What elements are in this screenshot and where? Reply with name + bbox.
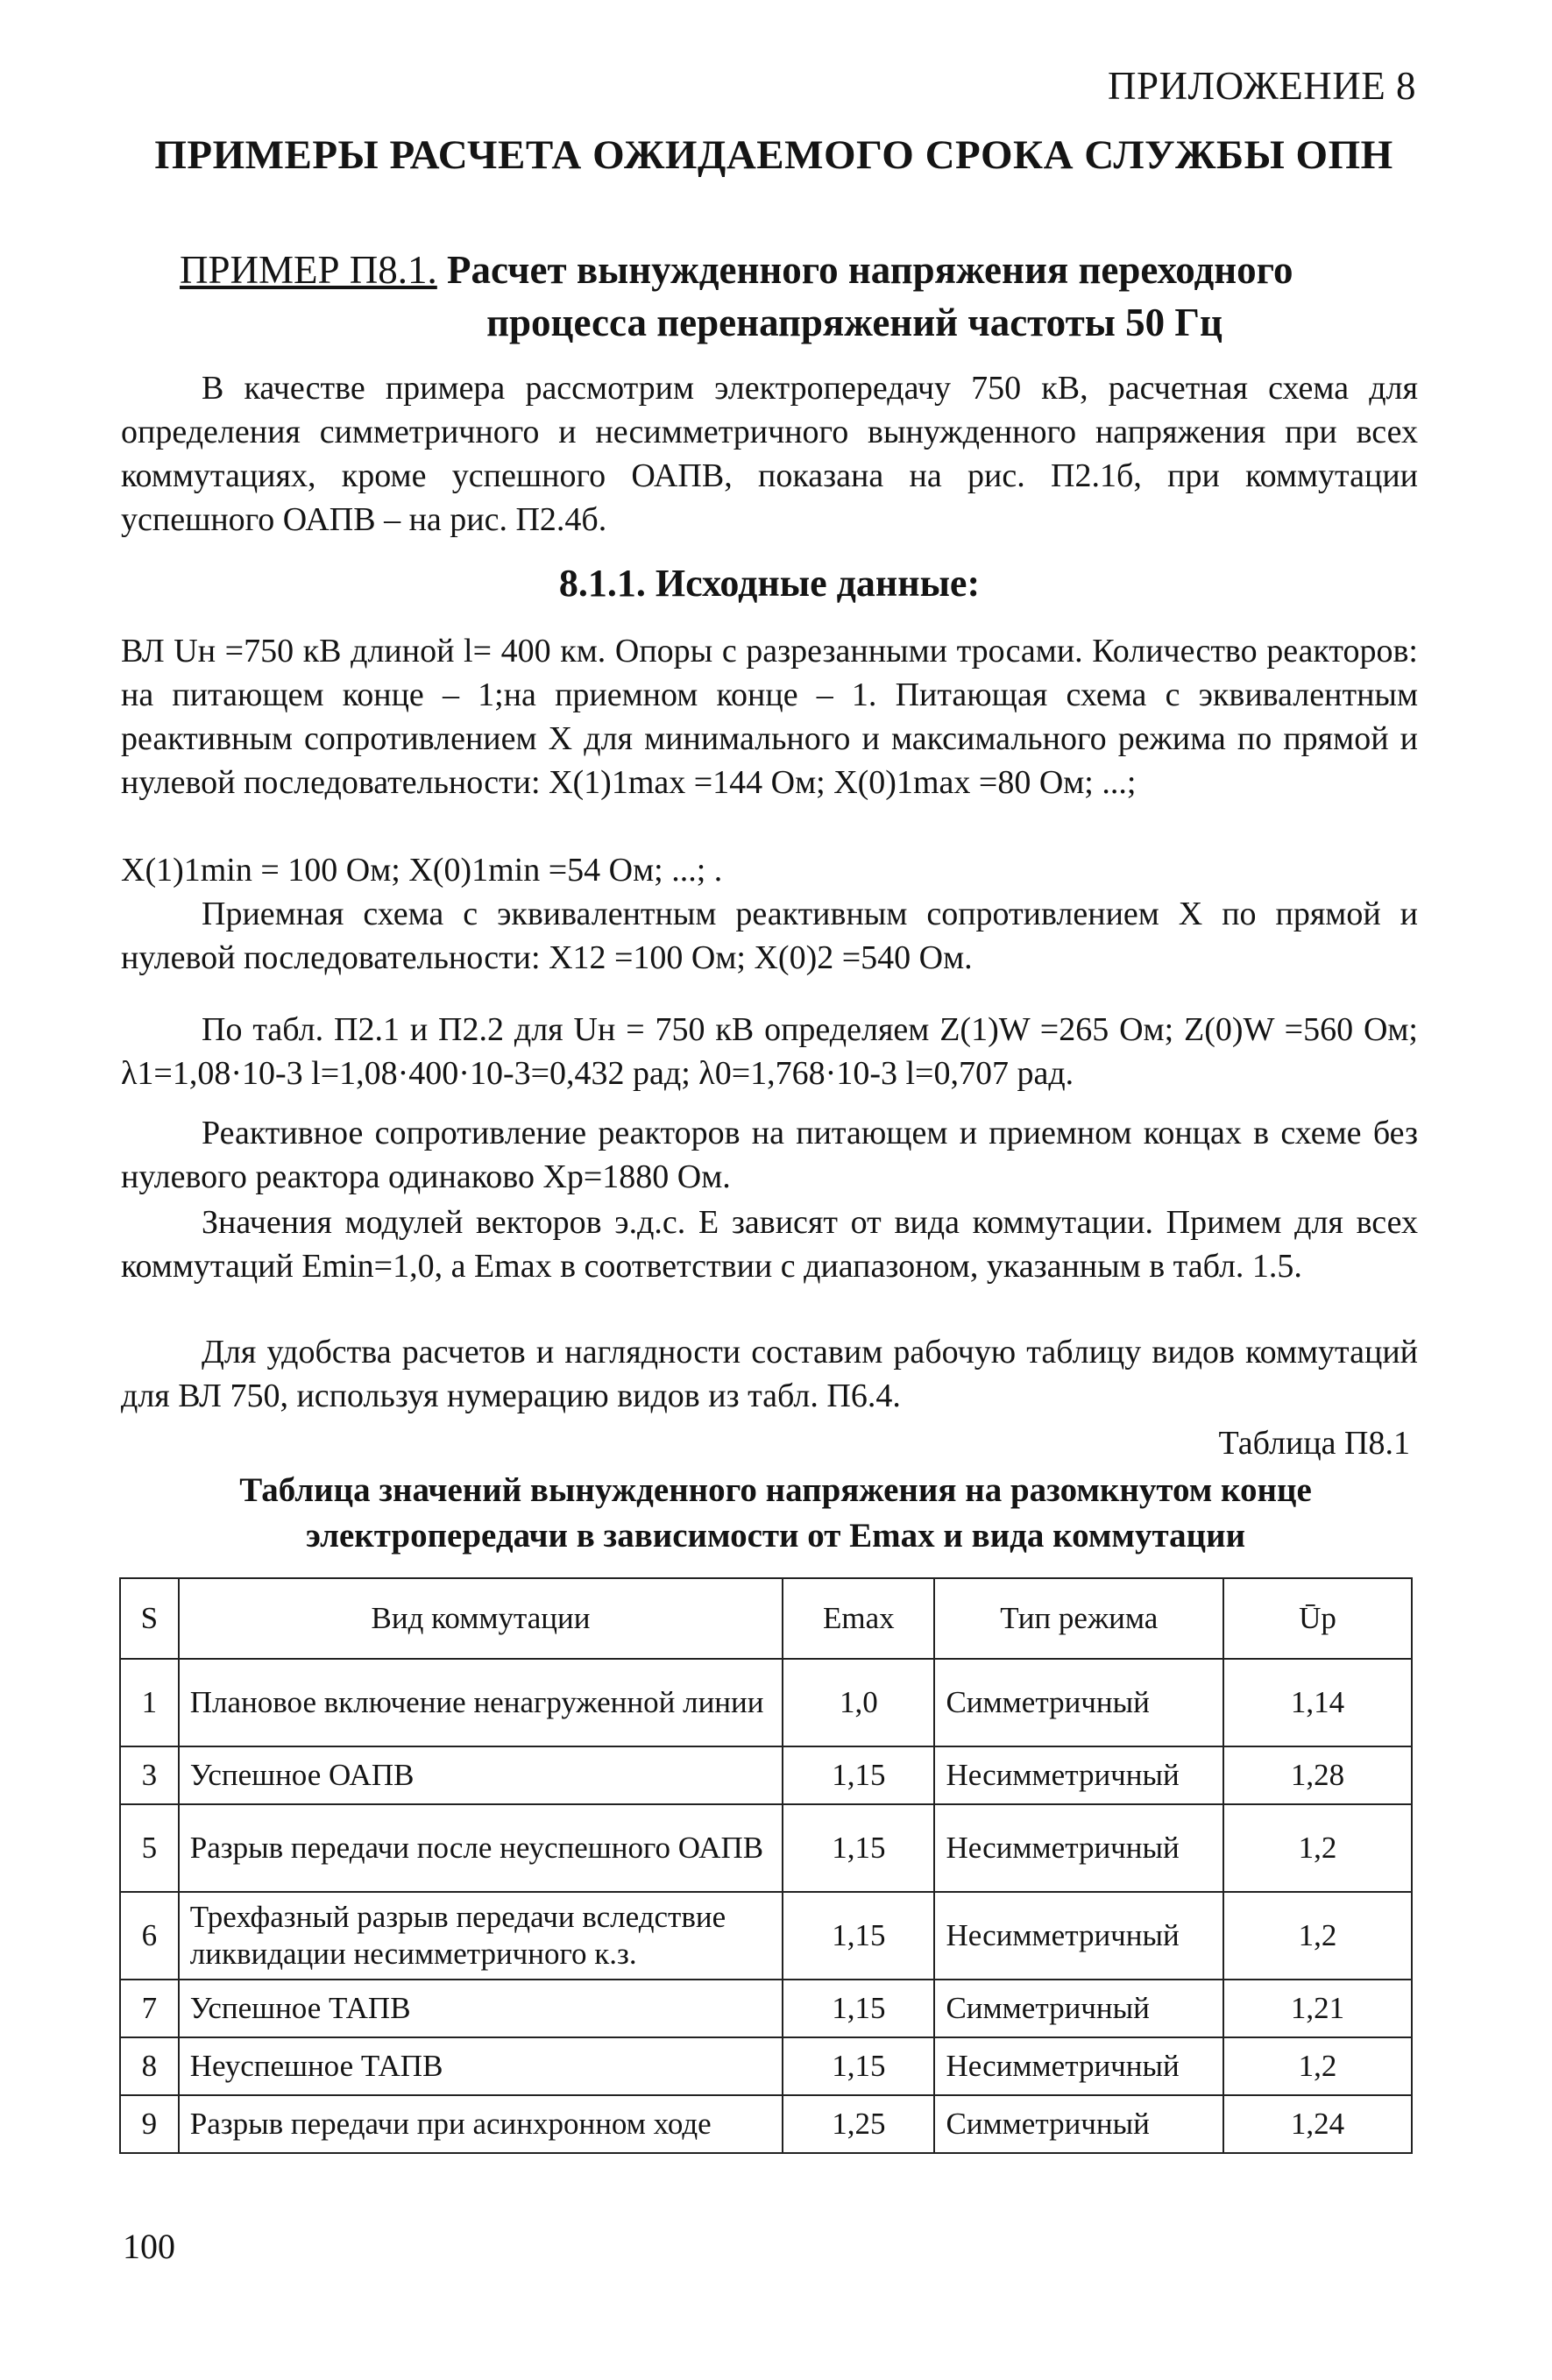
paragraph-initial-data: ВЛ Uн =750 кВ длиной l= 400 км. Опоры с разрезанными тросами. Количество реакторов: на питающем конце – 1;на приемном конце – 1. Питающая схема с эквивалентным реактивным сопротивлением X для минимального и максимального режима по прямой и нулевой последовательности: X(1)1max =144 Ом; X(0)1max =80 Ом; ...; [121,633,1418,801]
cell-emax: 1,15 [783,1980,934,2037]
cell-up: 1,2 [1223,1892,1412,1980]
cell-mode: Симметричный [934,2095,1223,2153]
paragraph-reactor-resistance: Реактивное сопротивление реакторов на питающем и приемном концах в схеме без нулевого реактора одинаково Xр=1880 Ом. [121,1115,1418,1195]
example-title-line2: процесса перенапряжений частоты 50 Гц [486,301,1222,344]
section-heading: 8.1.1. Исходные данные: [558,562,981,605]
cell-up: 1,21 [1223,1980,1412,2037]
paragraph-emf-values: Значения модулей векторов э.д.с. E зависят от вида коммутации. Примем для всех коммутаций Emin=1,0, а Emax в соответствии с диапазоном, указанным в табл. 1.5. [121,1204,1418,1285]
paragraph-receiving-scheme: Приемная схема с эквивалентным реактивным сопротивлением X по прямой и нулевой последовательности: X12 =100 Ом; X(0)2 =540 Ом. [121,896,1418,976]
cell-mode: Несимметричный [934,1804,1223,1892]
table-row [120,1659,1412,1746]
cell-mode: Несимметричный [934,2037,1223,2095]
appendix-label: ПРИЛОЖЕНИЕ 8 [1108,64,1416,108]
cell-mode: Симметричный [934,1980,1223,2037]
cell-emax: 1,15 [783,2037,934,2095]
example-title-line1: Расчет вынужденного напряжения переходного [447,248,1293,292]
cell-kind: Успешное ТАПВ [179,1980,783,2037]
paragraph-initial-data-cont: X(1)1min = 100 Ом; X(0)1min =54 Ом; ...; . [121,852,723,889]
cell-s: 1 [120,1659,179,1746]
cell-up: 1,24 [1223,2095,1412,2153]
cell-s: 6 [120,1892,179,1980]
cell-mode: Симметричный [934,1659,1223,1746]
cell-kind: Неуспешное ТАПВ [179,2037,783,2095]
cell-s: 8 [120,2037,179,2095]
cell-kind: Разрыв передачи после неуспешного ОАПВ [179,1804,783,1892]
cell-up: 1,28 [1223,1746,1412,1804]
cell-mode: Несимметричный [934,1746,1223,1804]
table-row [120,1980,1412,2037]
cell-s: 7 [120,1980,179,2037]
table-row [120,1746,1412,1804]
cell-up: 1,14 [1223,1659,1412,1746]
table-row [120,1892,1412,1980]
example-number: ПРИМЕР П8.1. [180,248,437,292]
paragraph-table-values: По табл. П2.1 и П2.2 для Uн = 750 кВ определяем Z(1)W =265 Ом; Z(0)W =560 Ом; λ1=1,08·10-3 l=1,08·400·10-3=0,432 рад; λ0=1,768·10-3 l=0,707 рад. [121,1011,1418,1092]
intro-paragraph: В качестве примера рассмотрим электропередачу 750 кВ, расчетная схема для определения симметричного и несимметричного вынужденного напряжения при всех коммутациях, кроме успешного ОАПВ, показана на рис. П2.1б, при коммутации успешного ОАПВ – на рис. П2.4б. [121,370,1418,538]
table-row [120,2095,1412,2153]
cell-emax: 1,15 [783,1892,934,1980]
cell-emax: 1,15 [783,1804,934,1892]
cell-kind: Успешное ОАПВ [179,1746,783,1804]
table-label: Таблица П8.1 [1218,1425,1410,1462]
cell-up: 1,2 [1223,1804,1412,1892]
cell-mode: Несимметричный [934,1892,1223,1980]
paragraph-working-table: Для удобства расчетов и наглядности составим рабочую таблицу видов коммутаций для ВЛ 750, используя нумерацию видов из табл. П6.4. [121,1334,1418,1414]
header-up: Ūр [1223,1578,1412,1659]
page-title: ПРИМЕРЫ РАСЧЕТА ОЖИДАЕМОГО СРОКА СЛУЖБЫ ОПН [154,132,1393,178]
table-row [120,1804,1412,1892]
cell-emax: 1,25 [783,2095,934,2153]
cell-up: 1,2 [1223,2037,1412,2095]
table-title: Таблица значений вынужденного напряжения на разомкнутом конце электропередачи в зависимости от Emax и вида коммутации [239,1471,1312,1555]
cell-s: 9 [120,2095,179,2153]
cell-s: 5 [120,1804,179,1892]
page-number: 100 [123,2227,175,2266]
cell-s: 3 [120,1746,179,1804]
cell-kind: Трехфазный разрыв передачи вследствие ликвидации несимметричного к.з. [179,1892,783,1980]
header-mode: Тип режима [934,1578,1223,1659]
cell-emax: 1,0 [783,1659,934,1746]
example-heading [180,244,1424,349]
header-emax: Emax [783,1578,934,1659]
cell-kind: Разрыв передачи при асинхронном ходе [179,2095,783,2153]
table-row [120,2037,1412,2095]
table-header-row [120,1578,1412,1659]
header-s: S [120,1578,179,1659]
commutation-table [119,1577,1413,2154]
cell-emax: 1,15 [783,1746,934,1804]
header-kind: Вид коммутации [179,1578,783,1659]
cell-kind: Плановое включение ненагруженной линии [179,1659,783,1746]
